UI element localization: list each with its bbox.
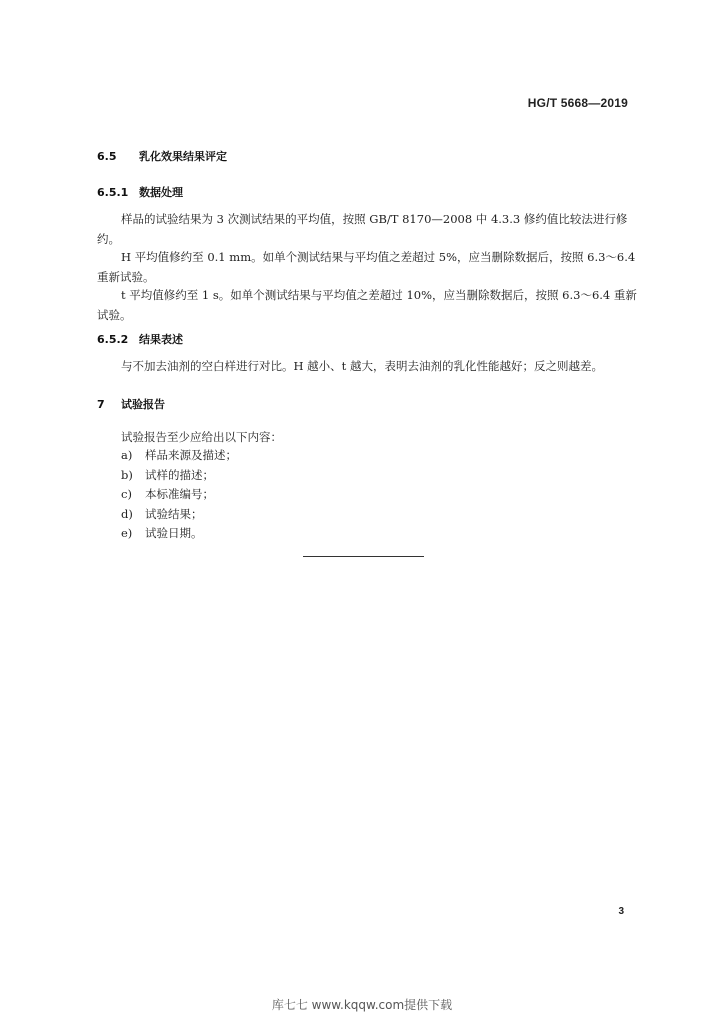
list-item: [121, 524, 237, 544]
end-of-document-rule: [303, 556, 424, 557]
list-item: [121, 466, 237, 486]
list-item: [121, 505, 237, 525]
list-item-text: 本标准编号；: [145, 487, 214, 501]
section-title: 试验报告: [121, 398, 165, 411]
section-6-5-heading: [97, 148, 227, 164]
section-number: 7: [97, 398, 105, 411]
list-item: [121, 446, 237, 466]
report-intro: 试验报告至少应给出以下内容：: [121, 430, 282, 444]
list-item-label: c): [121, 487, 132, 501]
list-item-text: 试验结果；: [145, 506, 203, 521]
section-number: 6.5: [97, 150, 117, 163]
page-number: 3: [618, 906, 624, 917]
section-6-5-2-heading: [97, 331, 183, 347]
paragraph-averaging: 样品的试验结果为 3 次测试结果的平均值，按照 GB/T 8170—2008 中 4.3.3 修约值比较法进行修约。: [97, 212, 628, 246]
section-title: 乳化效果结果评定: [139, 150, 227, 163]
download-watermark: 库七七 www.kqqw.com提供下载: [271, 998, 453, 1012]
list-item-label: d): [121, 506, 133, 521]
paragraph-t-rounding: t 平均值修约至 1 s。如单个测试结果与平均值之差超过 10%，应当删除数据后，按照 6.3～6.4 重新试验。: [97, 288, 637, 322]
section-6-5-1-heading: [97, 184, 183, 200]
paragraph-result-expression: 与不加去油剂的空白样进行对比。H 越小、t 越大，表明去油剂的乳化性能越好；反之则越差。: [121, 359, 603, 373]
paragraph-h-rounding: H 平均值修约至 0.1 mm。如单个测试结果与平均值之差超过 5%，应当删除数据后，按照 6.3～6.4 重新试验。: [97, 250, 636, 284]
section-7-heading: [97, 396, 165, 412]
list-item-text: 试样的描述；: [145, 467, 214, 482]
list-item-label: a): [121, 448, 133, 462]
section-number: 6.5.1: [97, 186, 129, 199]
list-item: [121, 485, 237, 505]
section-title: 数据处理: [139, 186, 183, 199]
section-number: 6.5.2: [97, 333, 129, 346]
list-item-label: b): [121, 467, 133, 482]
list-item-text: 试验日期。: [145, 526, 203, 540]
list-item-text: 样品来源及描述；: [145, 448, 237, 462]
list-item-label: e): [121, 526, 133, 540]
standard-code: HG/T 5668—2019: [527, 96, 628, 110]
report-items-list: [121, 446, 237, 544]
section-title: 结果表述: [139, 333, 183, 346]
